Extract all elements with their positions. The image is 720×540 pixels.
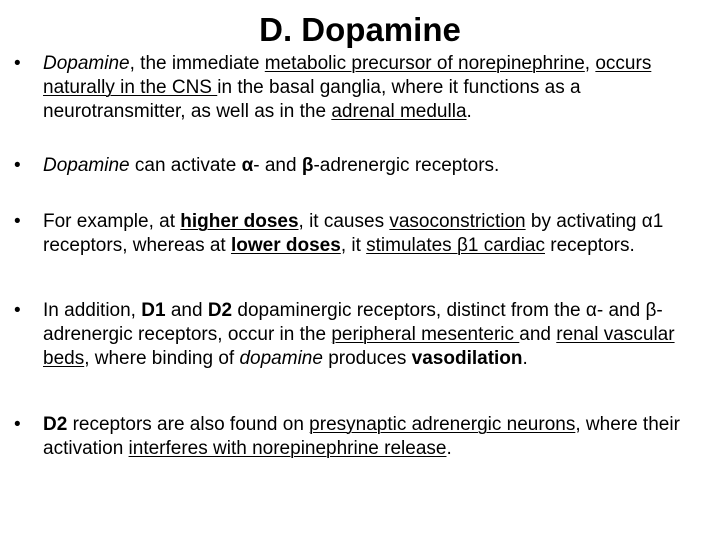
bullet-segment: occurs naturally in the CNS	[43, 53, 652, 98]
bullet-segment: stimulates β1 cardiac	[366, 235, 545, 256]
bullet-segment: metabolic precursor of norepinephrine	[264, 53, 585, 74]
bullet-text	[43, 300, 675, 369]
bullet-segment: and	[165, 300, 208, 321]
bullet-segment: , it causes	[298, 211, 390, 232]
bullet-item	[14, 154, 714, 178]
bullet-segment: , where binding of	[84, 348, 240, 369]
bullet-segment: vasodilation	[411, 348, 523, 369]
bullet-segment: receptors are also found on	[67, 414, 310, 435]
bullet-segment: in the basal ganglia, where it functions as a neurotransmitter, as well as in the	[43, 77, 581, 122]
bullet-segment: α	[241, 155, 254, 176]
bullet-segment: produces	[322, 348, 412, 369]
bullet-text	[43, 53, 651, 122]
bullet-marker: •	[14, 155, 21, 176]
bullet-segment: D1	[141, 300, 166, 321]
bullet-segment: dopaminergic receptors, distinct from the α- and β-adrenergic receptors, occur in the	[43, 300, 663, 345]
bullet-segment: by activating α1 receptors, whereas at	[43, 211, 664, 256]
bullet-segment: renal vascular beds	[43, 324, 675, 369]
bullet-list	[14, 52, 714, 461]
bullet-segment: ,	[584, 53, 596, 74]
bullet-segment: Dopamine	[43, 155, 130, 176]
bullet-text	[43, 211, 663, 256]
bullet-segment: vasoconstriction	[389, 211, 526, 232]
bullet-segment: adrenal medulla	[331, 101, 467, 122]
bullet-segment: For example, at	[43, 211, 181, 232]
bullet-marker: •	[14, 414, 21, 435]
bullet-segment: dopamine	[239, 348, 323, 369]
bullet-item	[14, 52, 714, 124]
slide-title: D. Dopamine	[259, 11, 461, 48]
bullet-segment: , it	[340, 235, 367, 256]
bullet-item	[14, 299, 714, 371]
bullet-segment: receptors.	[545, 235, 635, 256]
bullet-segment: D2	[207, 300, 233, 321]
bullet-segment: D2	[43, 414, 68, 435]
bullet-segment: can activate	[129, 155, 242, 176]
bullet-segment: .	[446, 438, 452, 459]
bullet-marker: •	[14, 300, 21, 321]
bullet-segment: - and	[253, 155, 302, 176]
bullet-segment: β	[301, 155, 314, 176]
bullet-segment: -adrenergic receptors.	[313, 155, 500, 176]
bullet-segment: , the immediate	[129, 53, 265, 74]
bullet-segment: , where their activation	[43, 414, 680, 459]
bullet-item	[14, 413, 714, 461]
bullet-segment: .	[522, 348, 528, 369]
bullet-marker: •	[14, 53, 21, 74]
bullet-segment: interferes with norepinephrine release	[128, 438, 447, 459]
bullet-segment: peripheral mesenteric	[331, 324, 520, 345]
bullet-segment: lower doses	[230, 235, 341, 256]
bullet-segment: higher doses	[180, 211, 299, 232]
bullet-segment: presynaptic adrenergic neurons	[309, 414, 576, 435]
bullet-marker: •	[14, 211, 21, 232]
bullet-text	[43, 155, 499, 176]
bullet-text	[43, 414, 680, 459]
bullet-segment: and	[519, 324, 557, 345]
bullet-segment: .	[466, 101, 472, 122]
bullet-segment: Dopamine	[43, 53, 130, 74]
bullet-item	[14, 210, 714, 258]
bullet-segment: In addition,	[43, 300, 142, 321]
